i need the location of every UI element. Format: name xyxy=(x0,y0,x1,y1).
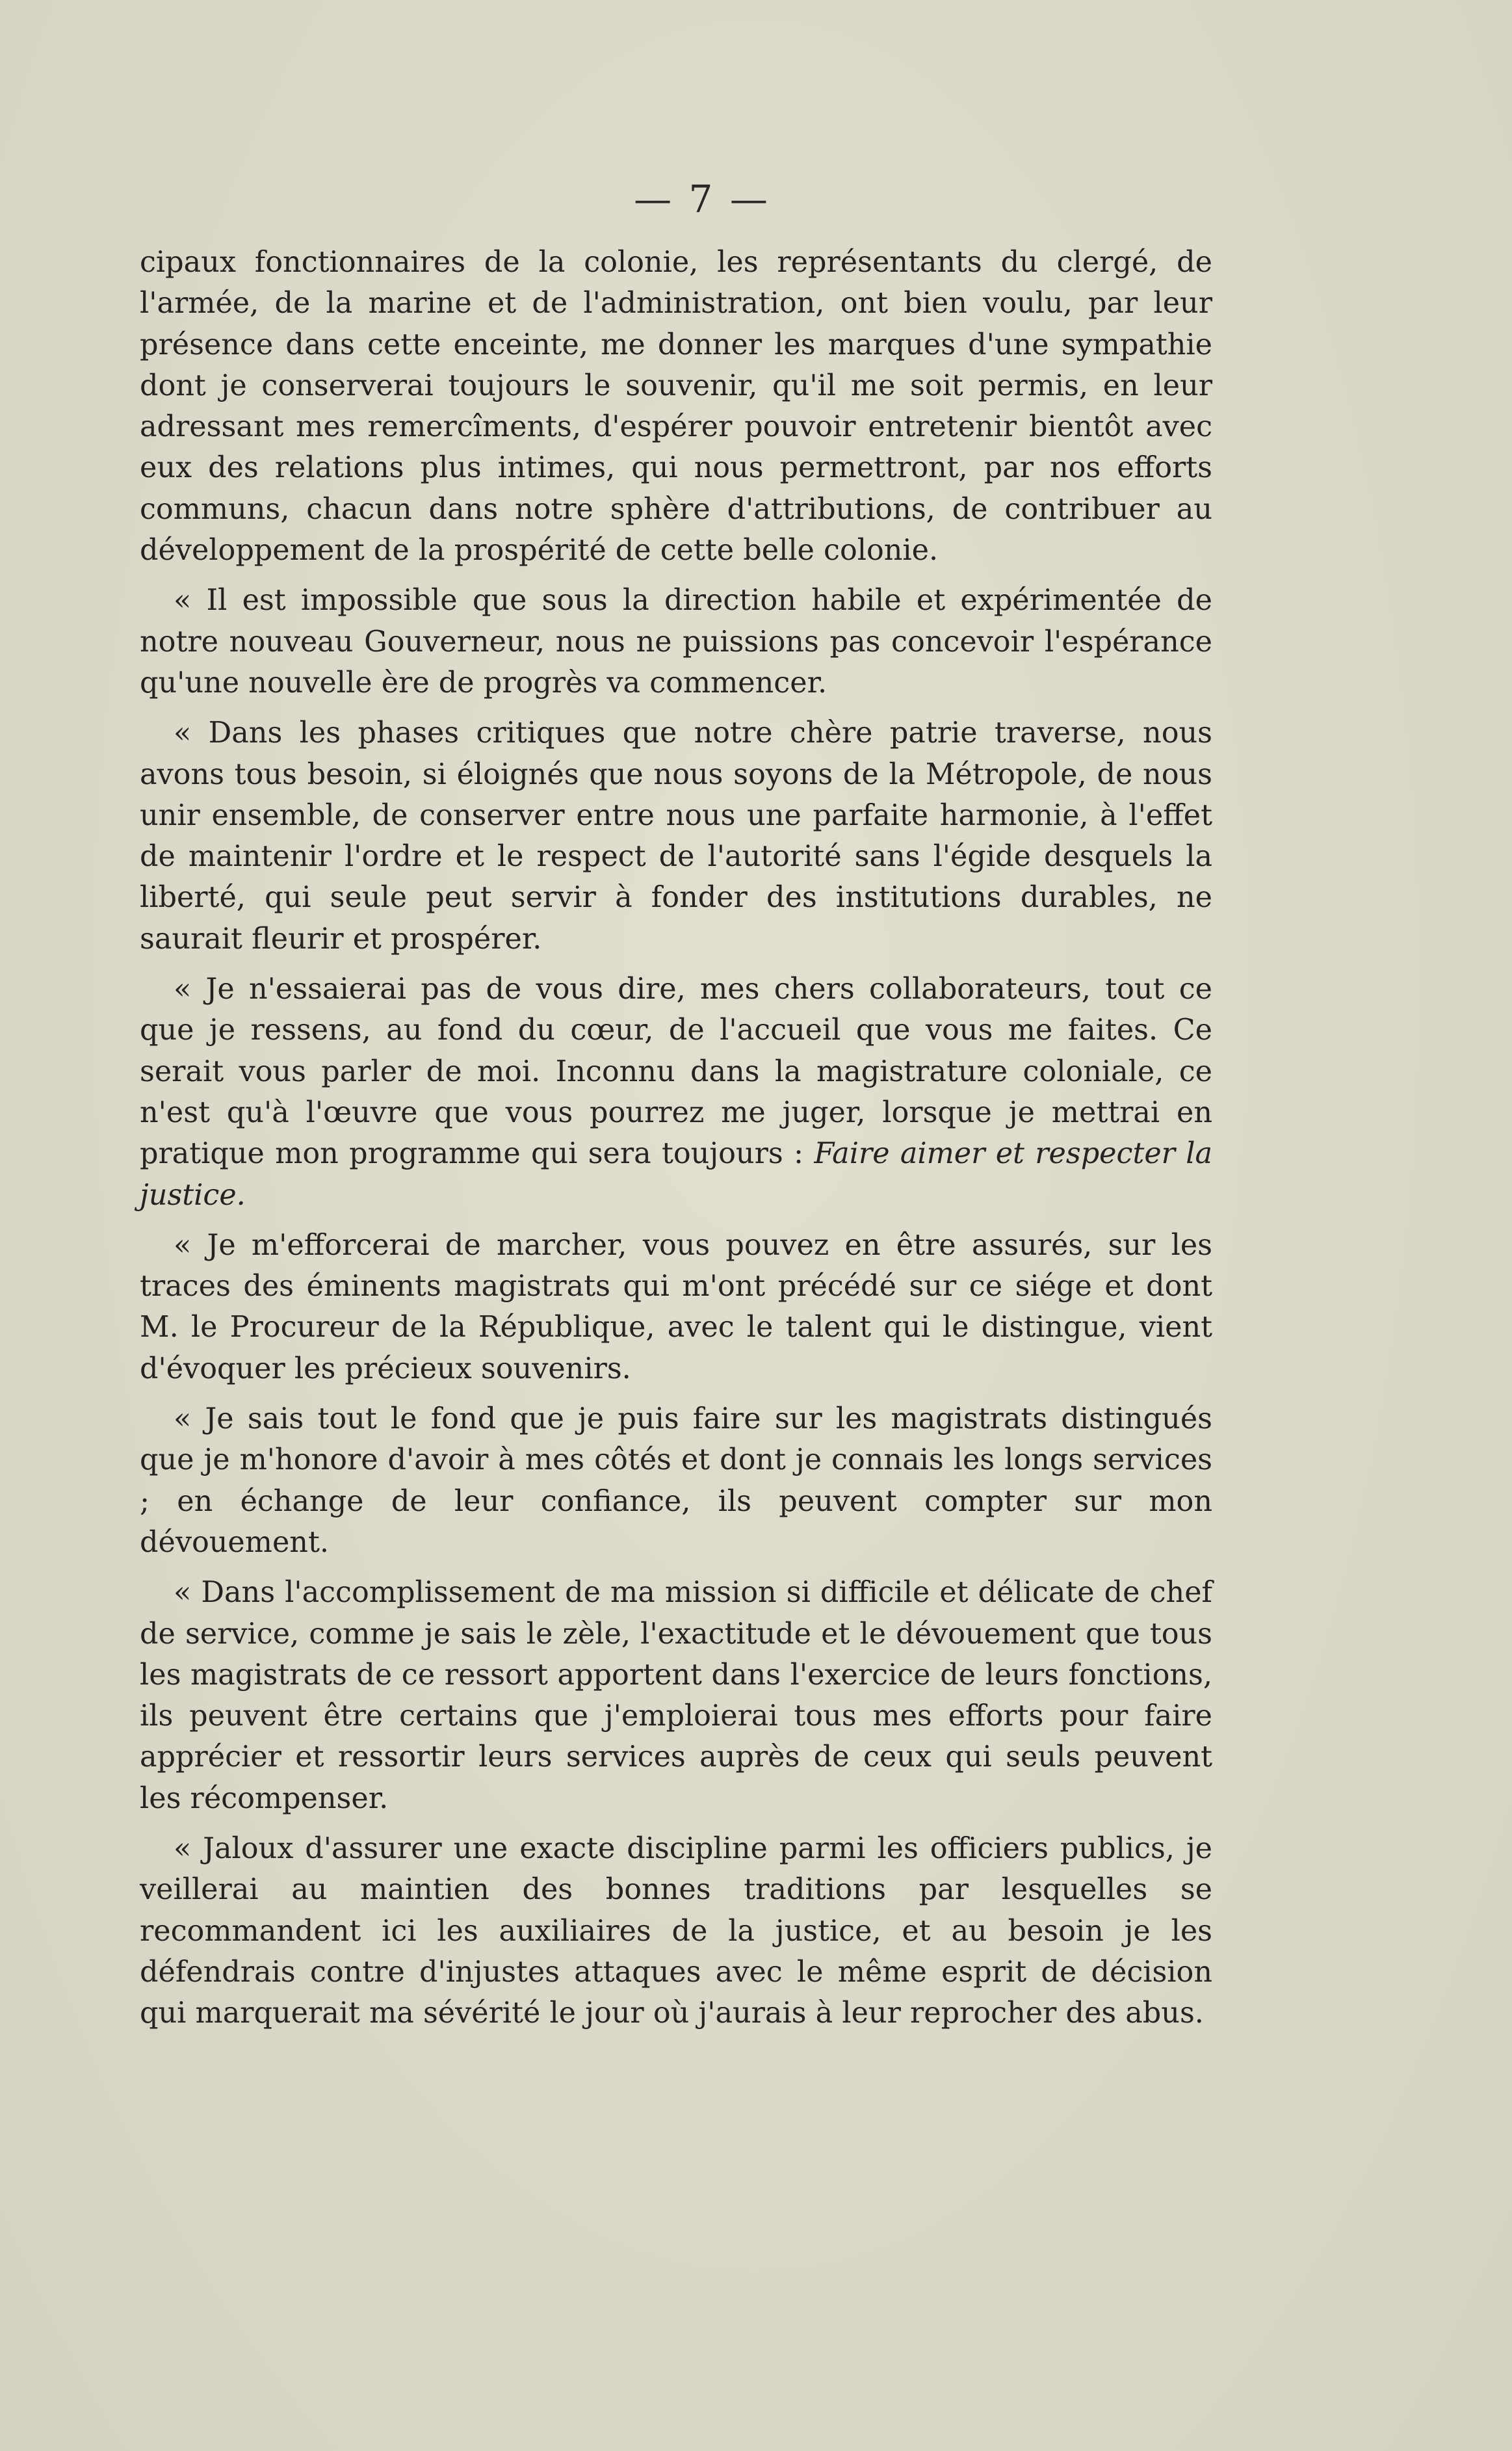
paragraph-8: « Jaloux d'assurer une exacte discipline parmi les officiers publics, je veillerai au maintien des bonnes traditions par lesquelles se recommandent ici les auxiliaires de la justice, et au besoin je les défendrais contre d'injustes attaques avec le même esprit de décision qui marquerait ma sévérité le jour où j'aurais à leur reprocher des abus. xyxy=(140,1831,1212,2030)
paragraph-6: « Je sais tout le fond que je puis faire sur les magistrats distingués que je m'honore d'avoir à mes côtés et dont je connais les longs services ; en échange de leur confiance, ils peuvent compter sur mon dévouement. xyxy=(140,1402,1212,1559)
paragraph-7: « Dans l'accomplissement de ma mission si difficile et délicate de chef de service, comme je sais le zèle, l'exactitude et le dévouement que tous les magistrats de ce ressort apportent dans l'exercice de leurs fonctions, ils peuvent être certains que j'emploierai tous mes efforts pour faire apprécier et ressortir leurs services auprès de ceux qui seuls peuvent les récompenser. xyxy=(140,1576,1212,1815)
page-number: — 7 — xyxy=(634,177,770,221)
paragraph-5: « Je m'efforcerai de marcher, vous pouvez en être assurés, sur les traces des éminents magistrats qui m'ont précédé sur ce siége et dont M. le Procureur de la République, avec le talent qui le distingue, vient d'évoquer les précieux souvenirs. xyxy=(140,1228,1212,1385)
paragraph-4-italic: Faire aimer et respecter la justice. xyxy=(140,1137,1213,1212)
body-text xyxy=(140,242,1212,2043)
paragraph-2: « Il est impossible que sous la direction habile et expérimentée de notre nouveau Gouverneur, nous ne puissions pas concevoir l'espérance qu'une nouvelle ère de progrès va commencer. xyxy=(140,584,1212,700)
paragraph-4-text: « Je n'essaierai pas de vous dire, mes chers collaborateurs, tout ce que je ressens, au fond du cœur, de l'accueil que vous me faites. Ce serait vous parler de moi. Inconnu dans la magistrature coloniale, ce n'est qu'à l'œuvre que vous pourrez me juger, lorsque je mettrai en pratique mon programme qui sera toujours : xyxy=(140,973,1212,1171)
paragraph-4 xyxy=(140,969,1212,1216)
paragraph-1: cipaux fonctionnaires de la colonie, les représentants du clergé, de l'armée, de la marine et de l'administration, ont bien voulu, par leur présence dans cette enceinte, me donner les marques d'une sympathie dont je conserverai toujours le souvenir, qu'il me soit permis, en leur adressant mes remercîments, d'espérer pouvoir entretenir bientôt avec eux des relations plus intimes, qui nous permettront, par nos efforts communs, chacun dans notre sphère d'attributions, de contribuer au développement de la prospérité de cette belle colonie. xyxy=(140,246,1212,568)
paragraph-3: « Dans les phases critiques que notre chère patrie traverse, nous avons tous besoin, si éloignés que nous soyons de la Métropole, de nous unir ensemble, de conserver entre nous une parfaite harmonie, à l'effet de maintenir l'ordre et le respect de l'autorité sans l'égide desquels la liberté, qui seule peut servir à fonder des institutions durables, ne saurait fleurir et prospérer. xyxy=(140,716,1212,956)
